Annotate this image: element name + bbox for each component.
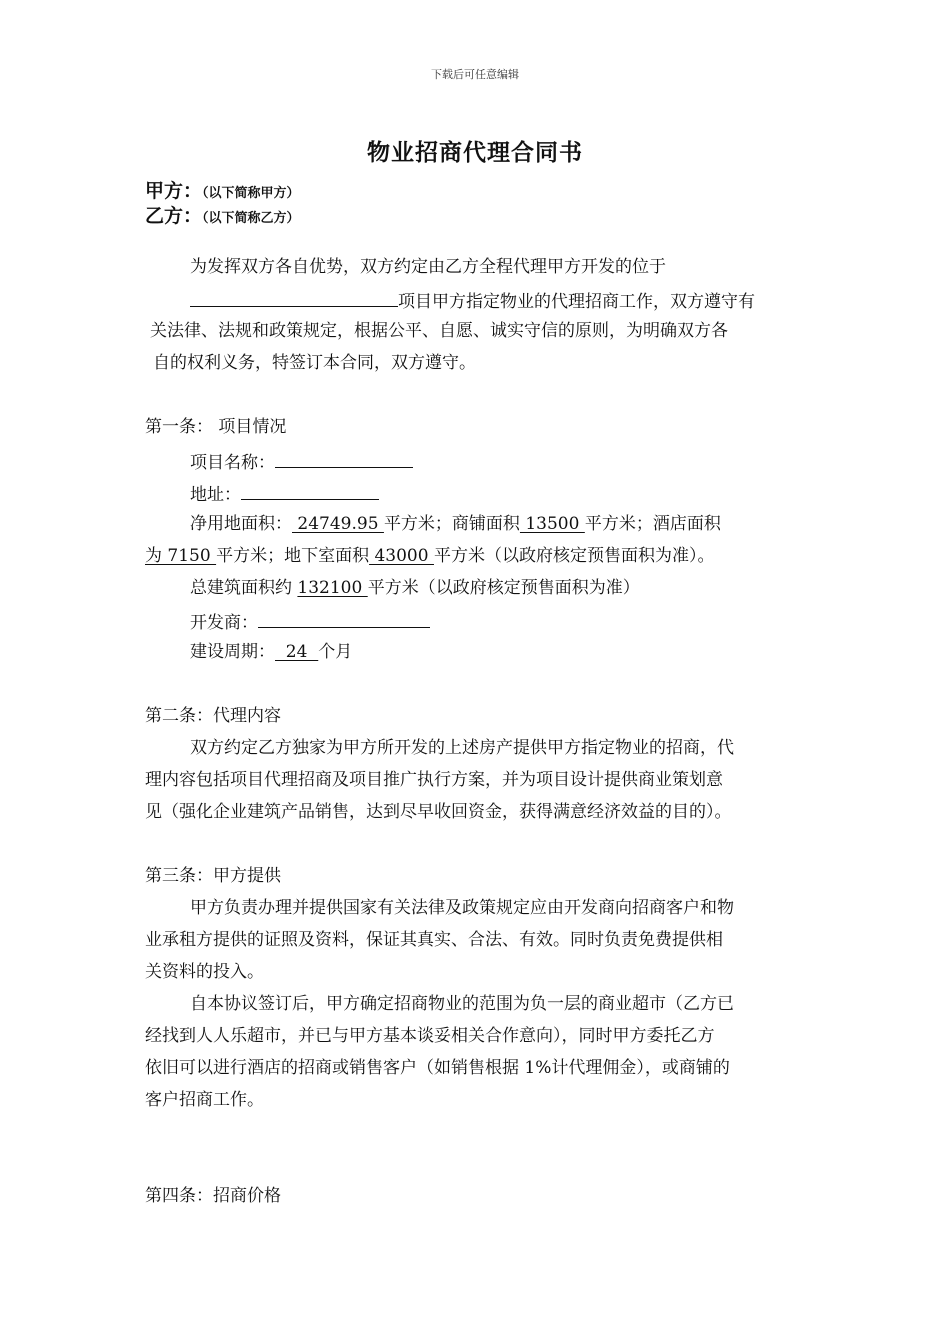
area-line-1 [190,513,721,535]
article-3-heading: 第三条：甲方提供 [145,866,281,886]
hotel-area-label: 平方米；酒店面积 [584,514,721,534]
project-name-blank [275,449,413,468]
area-note: 平方米（以政府核定预售面积为准）。 [433,546,715,566]
area-line-2 [145,545,714,567]
total-area-note: 平方米（以政府核定预售面积为准） [367,578,640,598]
shop-area-label: 平方米；商铺面积 [383,514,520,534]
address-label: 地址： [190,485,241,505]
basement-area-label: 平方米；地下室面积 [216,546,370,566]
project-name-line [190,449,413,474]
party-b-note: （以下简称乙方） [202,211,300,226]
intro-line-2-text: 项目甲方指定物业的代理招商工作，双方遵守有 [398,292,755,312]
developer-blank [258,609,430,628]
project-name-label: 项目名称： [190,453,275,473]
basement-area-value: 43000 [369,546,434,566]
intro-line-4: 自的权利义务，特签订本合同，双方遵守。 [153,353,476,373]
intro-line-3: 关法律、法规和政策规定，根据公平、自愿、诚实守信的原则，为明确双方各 [150,321,728,341]
total-area-label: 总建筑面积约 [190,578,298,598]
party-a-label: 甲方： [145,180,203,202]
article-3-p2-line-1: 自本协议签订后，甲方确定招商物业的范围为负一层的商业超市（乙方已 [190,994,734,1014]
article-3-p1-line-1: 甲方负责办理并提供国家有关法律及政策规定应由开发商向招商客户和物 [190,898,734,918]
article-3-p2-line-4: 客户招商工作。 [145,1090,264,1110]
intro-line-2 [190,288,755,313]
location-blank [190,288,398,307]
developer-label: 开发商： [190,613,258,633]
article-1-heading: 第一条： 项目情况 [145,417,287,437]
period-line [190,641,352,663]
article-3-p2-line-2: 经找到人人乐超市，并已与甲方基本谈妥相关合作意向），同时甲方委托乙方 [145,1026,715,1046]
article-4-heading: 第四条：招商价格 [145,1186,281,1206]
total-area-value: 132100 [297,578,368,598]
period-label: 建设周期： [190,642,275,662]
article-3-p1-line-3: 关资料的投入。 [145,962,264,982]
party-a-note: （以下简称甲方） [202,186,300,201]
document-title: 物业招商代理合同书 [367,140,583,166]
net-land-area-value: 24749.95 [292,514,384,534]
party-b-label: 乙方： [145,205,203,227]
developer-line [190,609,430,634]
address-line [190,481,379,506]
total-area-line [190,577,640,599]
hotel-area-value: 为 7150 [145,546,217,566]
article-2-line-2: 理内容包括项目代理招商及项目推广执行方案，并为项目设计提供商业策划意 [145,770,723,790]
article-3-p2-line-3: 依旧可以进行酒店的招商或销售客户（如销售根据 1%计代理佣金），或商铺的 [145,1058,730,1078]
header-note: 下载后可任意编辑 [431,68,519,81]
shop-area-value: 13500 [519,514,585,534]
article-3-p1-line-2: 业承租方提供的证照及资料，保证其真实、合法、有效。同时负责免费提供相 [145,930,723,950]
party-b [145,201,300,228]
article-2-heading: 第二条：代理内容 [145,706,281,726]
period-unit: 个月 [318,642,353,662]
article-2-line-1: 双方约定乙方独家为甲方所开发的上述房产提供甲方指定物业的招商，代 [190,738,734,758]
net-land-area-label: 净用地面积： [190,514,292,534]
address-blank [241,481,379,500]
party-a [145,176,300,203]
article-2-line-3: 见（强化企业建筑产品销售，达到尽早收回资金，获得满意经济效益的目的）。 [145,802,732,822]
period-value: 24 [275,642,319,662]
intro-line-1: 为发挥双方各自优势，双方约定由乙方全程代理甲方开发的位于 [190,257,666,277]
